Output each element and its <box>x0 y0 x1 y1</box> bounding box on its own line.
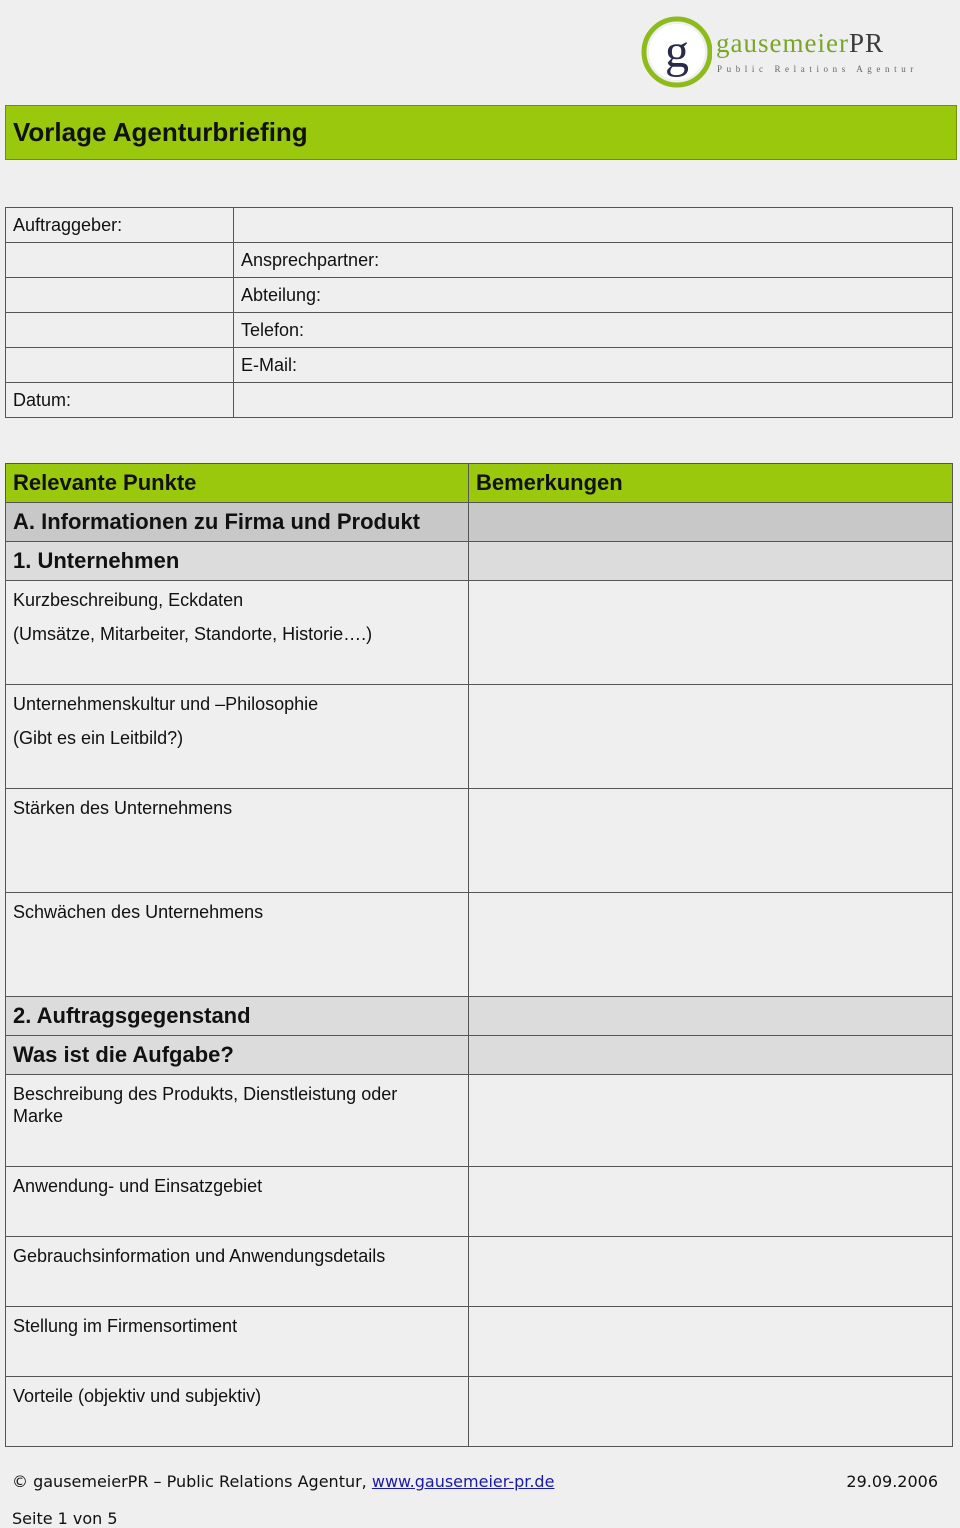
auftraggeber-field[interactable] <box>234 208 953 243</box>
column-header-points: Relevante Punkte <box>6 464 469 503</box>
empty-cell <box>6 243 234 278</box>
subsection-2-heading: 2. Auftragsgegenstand <box>6 997 469 1036</box>
email-field[interactable]: E-Mail: <box>234 348 953 383</box>
client-info-table <box>5 207 953 418</box>
remarks-cell[interactable] <box>469 1377 953 1447</box>
briefing-item <box>6 685 469 789</box>
empty-cell <box>6 348 234 383</box>
ansprechpartner-field[interactable]: Ansprechpartner: <box>234 243 953 278</box>
telefon-field[interactable]: Telefon: <box>234 313 953 348</box>
auftraggeber-label: Auftraggeber: <box>6 208 234 243</box>
column-header-remarks: Bemerkungen <box>469 464 953 503</box>
item-label: Vorteile (objektiv und subjektiv) <box>13 1386 262 1406</box>
briefing-item <box>6 1075 469 1167</box>
empty-cell <box>6 278 234 313</box>
remarks-cell[interactable] <box>469 503 953 542</box>
item-label: Anwendung- und Einsatzgebiet <box>13 1176 263 1196</box>
svg-text:g: g <box>665 25 689 78</box>
table-row <box>6 383 953 418</box>
task-question-heading: Was ist die Aufgabe? <box>6 1036 469 1075</box>
empty-cell <box>6 313 234 348</box>
remarks-cell[interactable] <box>469 1075 953 1167</box>
briefing-table <box>5 463 953 1447</box>
table-row <box>6 1075 953 1167</box>
remarks-cell[interactable] <box>469 685 953 789</box>
item-label: Stärken des Unternehmens <box>13 798 233 818</box>
table-row <box>6 1377 953 1447</box>
item-label: Gebrauchsinformation und Anwendungsdetails <box>13 1246 386 1266</box>
copyright-text: © gausemeierPR – Public Relations Agentur, <box>12 1472 367 1491</box>
item-label: Kurzbeschreibung, Eckdaten <box>13 590 244 610</box>
briefing-item <box>6 1237 469 1307</box>
logo-tagline: Public Relations Agentur <box>717 64 918 74</box>
table-row <box>6 581 953 685</box>
subsection-row <box>6 542 953 581</box>
table-row <box>6 893 953 997</box>
datum-field[interactable] <box>234 383 953 418</box>
remarks-cell[interactable] <box>469 581 953 685</box>
item-label: Unternehmenskultur und –Philosophie <box>13 694 319 714</box>
table-row <box>6 208 953 243</box>
table-row <box>6 1167 953 1237</box>
briefing-item <box>6 581 469 685</box>
website-link[interactable]: www.gausemeier-pr.de <box>371 1472 555 1491</box>
table-row <box>6 1237 953 1307</box>
table-row <box>6 1307 953 1377</box>
page-number: Seite 1 von 5 <box>12 1509 118 1528</box>
remarks-cell[interactable] <box>469 893 953 997</box>
remarks-cell[interactable] <box>469 542 953 581</box>
abteilung-field[interactable]: Abteilung: <box>234 278 953 313</box>
footer-copyright <box>12 1472 554 1491</box>
item-label: Stellung im Firmensortiment <box>13 1316 238 1336</box>
subsection-row <box>6 997 953 1036</box>
briefing-item <box>6 789 469 893</box>
table-row <box>6 278 953 313</box>
item-label: Beschreibung des Produkts, Dienstleistung oder <box>13 1084 398 1104</box>
footer-date: 29.09.2006 <box>846 1472 938 1491</box>
table-row <box>6 313 953 348</box>
datum-label: Datum: <box>6 383 234 418</box>
item-label: Schwächen des Unternehmens <box>13 902 264 922</box>
section-a-heading: A. Informationen zu Firma und Produkt <box>6 503 469 542</box>
table-header-row <box>6 464 953 503</box>
subsection-row <box>6 1036 953 1075</box>
remarks-cell[interactable] <box>469 1036 953 1075</box>
document-title: Vorlage Agenturbriefing <box>13 117 308 147</box>
item-note: (Umsätze, Mitarbeiter, Standorte, Historie….) <box>13 624 373 644</box>
remarks-cell[interactable] <box>469 789 953 893</box>
section-row <box>6 503 953 542</box>
briefing-item <box>6 1377 469 1447</box>
table-row <box>6 243 953 278</box>
table-row <box>6 789 953 893</box>
briefing-item <box>6 1307 469 1377</box>
remarks-cell[interactable] <box>469 997 953 1036</box>
logo-g-emblem-icon <box>640 14 712 90</box>
table-row <box>6 348 953 383</box>
subsection-1-heading: 1. Unternehmen <box>6 542 469 581</box>
remarks-cell[interactable] <box>469 1237 953 1307</box>
item-label-cont: Marke <box>13 1106 64 1126</box>
remarks-cell[interactable] <box>469 1167 953 1237</box>
title-banner <box>5 105 957 160</box>
logo-wordmark: gausemeierPR <box>716 28 884 58</box>
remarks-cell[interactable] <box>469 1307 953 1377</box>
table-row <box>6 685 953 789</box>
briefing-item <box>6 1167 469 1237</box>
briefing-item <box>6 893 469 997</box>
item-note: (Gibt es ein Leitbild?) <box>13 728 184 748</box>
company-logo <box>640 14 920 90</box>
